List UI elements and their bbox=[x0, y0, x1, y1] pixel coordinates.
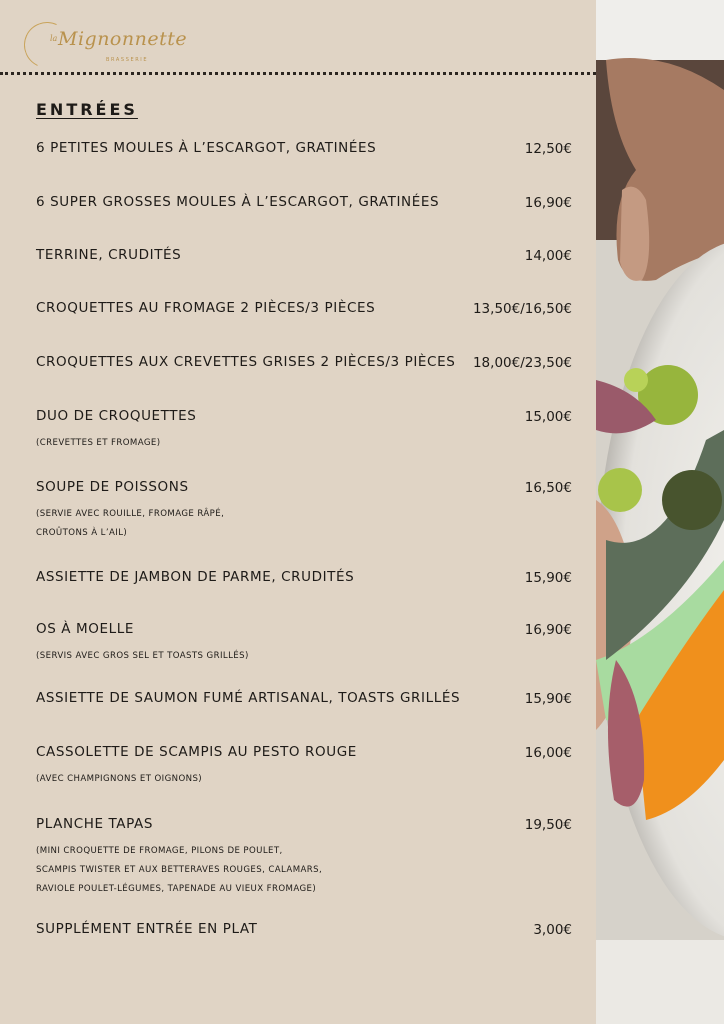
menu-item bbox=[36, 194, 584, 210]
logo-subtitle: BRASSERIE bbox=[106, 57, 149, 63]
menu-item bbox=[36, 479, 584, 543]
menu-item-description-line: (SERVIS AVEC GROS SEL ET TOASTS GRILLÉS) bbox=[36, 651, 249, 661]
menu-item-description-line: RAVIOLE POULET-LÉGUMES, TAPENADE AU VIEUX FROMAGE) bbox=[36, 884, 317, 894]
menu-item-price: 15,90€ bbox=[524, 691, 572, 707]
menu-item-description bbox=[36, 647, 584, 666]
menu-item-name: OS À MOELLE bbox=[36, 621, 134, 637]
logo-prefix: la bbox=[50, 34, 58, 43]
menu-item-description-line: (MINI CROQUETTE DE FROMAGE, PILONS DE POULET, bbox=[36, 846, 283, 856]
food-photo bbox=[596, 0, 724, 1024]
menu-item-description bbox=[36, 842, 584, 899]
logo-wordmark: Mignonnette bbox=[58, 28, 188, 50]
menu-item-price: 19,50€ bbox=[524, 817, 572, 833]
menu-item-description bbox=[36, 770, 584, 789]
menu-item-name: SUPPLÉMENT ENTRÉE EN PLAT bbox=[36, 921, 258, 937]
menu-item-description bbox=[36, 505, 584, 543]
menu-item bbox=[36, 921, 584, 937]
menu-item-description-line: SCAMPIS TWISTER ET AUX BETTERAVES ROUGES, CALAMARS, bbox=[36, 865, 323, 875]
brand-logo bbox=[24, 20, 188, 72]
menu-item-price: 13,50€/16,50€ bbox=[472, 301, 572, 317]
menu-item-name: CROQUETTES AU FROMAGE 2 PIÈCES/3 PIÈCES bbox=[36, 300, 376, 316]
menu-item-name: DUO DE CROQUETTES bbox=[36, 408, 197, 424]
menu-item-price: 18,00€/23,50€ bbox=[472, 355, 572, 371]
menu-item-name: CASSOLETTE DE SCAMPIS AU PESTO ROUGE bbox=[36, 744, 357, 760]
menu-item-price: 15,00€ bbox=[524, 409, 572, 425]
menu-item-name: SOUPE DE POISSONS bbox=[36, 479, 189, 495]
menu-item-price: 15,90€ bbox=[524, 570, 572, 586]
menu-item-description bbox=[36, 434, 584, 453]
menu-item-name: 6 PETITES MOULES À L’ESCARGOT, GRATINÉES bbox=[36, 140, 377, 156]
menu-item bbox=[36, 140, 584, 156]
menu-item-name: TERRINE, CRUDITÉS bbox=[36, 247, 182, 263]
menu-item bbox=[36, 408, 584, 453]
menu-item-price: 3,00€ bbox=[533, 922, 572, 938]
menu-item-price: 14,00€ bbox=[524, 248, 572, 264]
menu-item-name: ASSIETTE DE JAMBON DE PARME, CRUDITÉS bbox=[36, 569, 355, 585]
menu-item-description-line: (CREVETTES ET FROMAGE) bbox=[36, 438, 161, 448]
menu-item-description-line: CROÛTONS À L’AIL) bbox=[36, 528, 128, 538]
menu-item bbox=[36, 569, 584, 585]
menu-item bbox=[36, 247, 584, 263]
menu-item bbox=[36, 690, 584, 706]
menu-item-price: 12,50€ bbox=[524, 141, 572, 157]
menu-item bbox=[36, 621, 584, 666]
menu-item-description-line: (SERVIE AVEC ROUILLE, FROMAGE RÂPÉ, bbox=[36, 509, 225, 519]
menu-item bbox=[36, 816, 584, 899]
section-title: ENTRÉES bbox=[36, 100, 138, 119]
menu-item-name: ASSIETTE DE SAUMON FUMÉ ARTISANAL, TOASTS GRILLÉS bbox=[36, 690, 461, 706]
menu-item-name: CROQUETTES AUX CREVETTES GRISES 2 PIÈCES/3 PIÈCES bbox=[36, 354, 456, 370]
menu-item-price: 16,90€ bbox=[524, 622, 572, 638]
food-photo-illustration bbox=[596, 0, 724, 1024]
menu-item-price: 16,90€ bbox=[524, 195, 572, 211]
menu-item-description-line: (AVEC CHAMPIGNONS ET OIGNONS) bbox=[36, 774, 203, 784]
menu-item-name: PLANCHE TAPAS bbox=[36, 816, 154, 832]
menu-item-price: 16,50€ bbox=[524, 480, 572, 496]
dotted-divider bbox=[0, 72, 596, 75]
menu-item bbox=[36, 744, 584, 789]
menu-item bbox=[36, 300, 584, 316]
menu-item-price: 16,00€ bbox=[524, 745, 572, 761]
menu-item-name: 6 SUPER GROSSES MOULES À L’ESCARGOT, GRATINÉES bbox=[36, 194, 440, 210]
menu-item bbox=[36, 354, 584, 370]
